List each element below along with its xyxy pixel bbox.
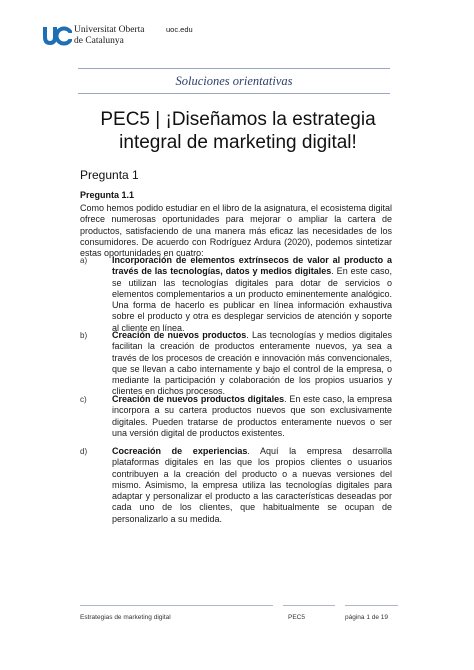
subtitle-bottom-rule — [78, 93, 390, 94]
list-item — [80, 330, 392, 398]
list-item — [80, 255, 392, 334]
section-heading: Pregunta 1.1 — [80, 190, 135, 200]
footer-rule-middle — [283, 605, 335, 606]
list-marker: b) — [80, 331, 88, 340]
footer-rule-left — [80, 605, 273, 606]
title-line-2: integral de marketing digital! — [119, 132, 357, 153]
university-name-line1: Universitat Oberta — [74, 25, 145, 35]
item-text: . En este caso, se utilizan las tecnologías digitales para dotar de servicios o elementos complementarios a un producto eminentemente analógico. Una forma de hacerlo es publicar en línea información exhaustiva sobre el producto y otra es desplegar servicios de atención y soporte al cliente en línea. — [112, 266, 392, 333]
list-item — [80, 394, 392, 439]
item-text: . En este caso, la empresa incorpora a su cartera productos nuevos que son exclusivamente digitales. Pueden tratarse de productos enteramente nuevos o ser una versión digital de productos existentes. — [112, 394, 392, 438]
item-heading: Cocreación de experiencias — [112, 446, 248, 456]
item-text: . Las tecnologías y medios digitales facilitan la creación de productos enteramente nuevos, ya sea a través de los procesos de creación e innovación más convencionales, que se llevan a cabo internamente y bajo el control de la empresa, o mediante la participación y colaboración de los propios usuarios y clientes en dichos procesos. — [112, 330, 392, 397]
footer-course: Estrategias de marketing digital — [80, 614, 171, 621]
university-url[interactable]: uoc.edu — [166, 25, 193, 34]
title-line-1: PEC5 | ¡Diseñamos la estrategia — [100, 109, 376, 130]
footer-page-number: página 1 de 19 — [345, 614, 389, 621]
question-heading: Pregunta 1 — [80, 168, 139, 182]
footer-assignment: PEC5 — [288, 614, 305, 621]
list-marker: d) — [80, 447, 88, 456]
university-name-line2: de Catalunya — [74, 35, 124, 46]
document-subtitle: Soluciones orientativas — [175, 74, 293, 88]
document-title — [60, 108, 416, 154]
item-heading: Incorporación de elementos extrínsecos de valor al producto a través de las tecnologías, datos y medios digitales — [112, 255, 392, 277]
uoc-logo-icon — [42, 24, 72, 48]
list-item — [80, 446, 392, 525]
subtitle-top-rule — [78, 68, 390, 69]
item-heading: Creación de nuevos productos — [112, 330, 247, 340]
list-marker: c) — [80, 395, 87, 404]
page-header — [42, 24, 442, 50]
footer-rule-right — [345, 605, 398, 606]
intro-paragraph: Como hemos podido estudiar en el libro de la asignatura, el ecosistema digital ofrece numerosas oportunidades para mejorar o ampliar la cartera de productos, satisfaciendo de una manera más eficaz las necesidades de los consumidores. De acuerdo con Rodríguez Ardura (2020), podemos sintetizar estas oportunidades en cuatro: — [80, 203, 392, 259]
item-heading: Creación de nuevos productos digitales — [112, 394, 285, 404]
list-marker: a) — [80, 256, 88, 265]
item-text: . Aquí la empresa desarrolla plataformas digitales en las que los propios clientes o usuarios contribuyen a la creación del producto o a nuevas versiones del mismo. Asimismo, la empresa utiliza las tecnologías digitales para adaptar y personalizar el producto a las características deseadas por cada uno de los clientes, que habitualmente se ocupan de personalizarlo a su medida. — [112, 446, 393, 524]
university-name — [74, 25, 154, 46]
